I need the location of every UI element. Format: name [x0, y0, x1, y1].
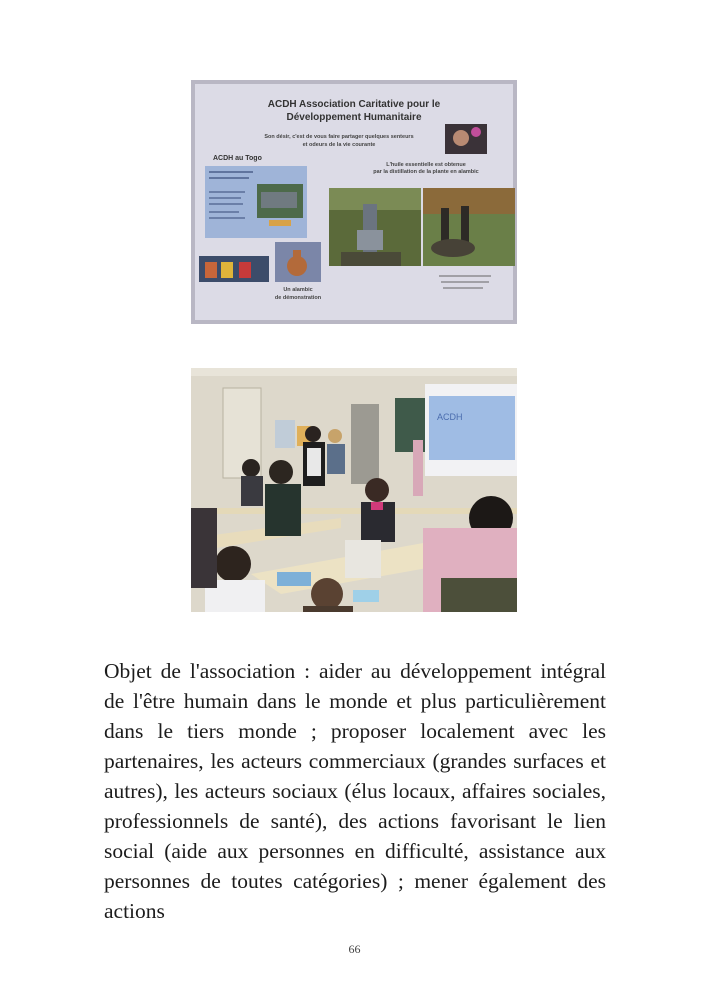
poster-alembic-caption-line2: de démonstration	[274, 295, 322, 301]
poster-right-caption-line2: par la distillation de la plante en alambic	[373, 169, 479, 175]
poster-section-label: ACDH au Togo	[213, 155, 262, 162]
poster-title-line1: ACDH Association Caritative pour le	[267, 99, 441, 110]
poster-alembic-caption-line1: Un alambic	[283, 287, 313, 293]
student-head	[215, 546, 251, 582]
poster-tagline-line2: et odeurs de la vie courante	[302, 142, 376, 148]
projection-slide-text: ACDH	[437, 412, 463, 422]
poster-illustration	[191, 80, 517, 324]
poster-photo	[191, 80, 517, 324]
poster-tagline-line1: Son désir, c'est de vous faire partager quelques senteurs	[264, 134, 414, 140]
poster-title-line2: Développement Humanitaire	[286, 112, 422, 123]
page-number: 66	[348, 942, 361, 956]
classroom-illustration	[191, 368, 517, 612]
body-paragraph: Objet de l'association : aider au développement intégral de l'être humain dans le monde et plus particulièrement dans le tiers monde ; proposer localement avec les partenaires, les acteurs commerciaux (grandes surfaces et autres), les acteurs sociaux (élus locaux, affaires sociales, professionnels de santé), des actions favorisant le lien social (aide aux personnes en difficulté, assistance aux personnes de toutes catégories) ; mener également des actions	[104, 659, 606, 923]
classroom-photo	[191, 368, 517, 612]
poster-right-caption-line1: L'huile essentielle est obtenue	[386, 162, 466, 168]
